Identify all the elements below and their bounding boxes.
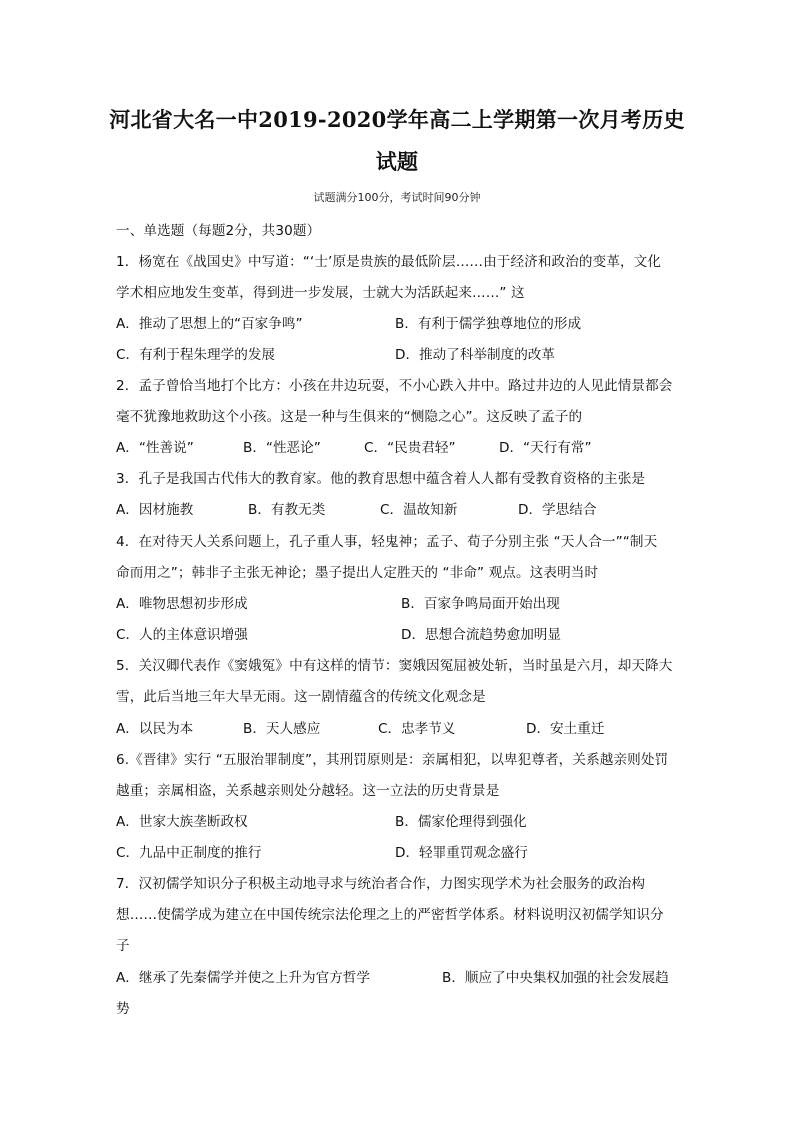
question-7-stem-line2: 想……使儒学成为建立在中国传统宗法伦理之上的严密哲学体系。材料说明汉初儒学知识分 — [116, 907, 664, 923]
question-2-stem-line2: 毫不犹豫地救助这个小孩。这是一种与生俱来的“恻隐之心”。这反映了孟子的 — [116, 409, 583, 425]
question-7-options-row1 — [116, 966, 682, 988]
question-2-option-a[interactable]: A．“性善说” — [116, 440, 194, 456]
question-2-options-row — [116, 436, 682, 458]
question-4-option-a[interactable]: A．唯物思想初步形成 — [116, 596, 248, 612]
question-6-option-c[interactable]: C．九品中正制度的推行 — [116, 845, 262, 861]
question-2-stem-line1: 2．孟子曾恰当地打个比方：小孩在井边玩耍，不小心跌入井中。路过井边的人见此情景都会 — [116, 378, 673, 394]
question-1-option-d[interactable]: D．推动了科举制度的改革 — [395, 347, 555, 363]
question-4-option-c[interactable]: C．人的主体意识增强 — [116, 627, 248, 643]
question-1-stem-line2: 学术相应地发生变革，得到进一步发展，士就大为活跃起来……” 这 — [116, 285, 525, 301]
exam-title-line2: 试题 — [375, 149, 419, 174]
question-1-options-row1 — [116, 312, 682, 334]
section-heading: 一、单选题（每题2分，共30题） — [116, 223, 321, 239]
question-5-options-row — [116, 717, 682, 739]
question-5-option-a[interactable]: A．以民为本 — [116, 721, 194, 737]
question-6-option-d[interactable]: D．轻罪重罚观念盛行 — [395, 845, 528, 861]
question-2-option-c[interactable]: C．“民贵君轻” — [364, 440, 456, 456]
question-4-option-b[interactable]: B．百家争鸣局面开始出现 — [401, 596, 560, 612]
question-3-stem-line1: 3．孔子是我国古代伟大的教育家。他的教育思想中蕴含着人人都有受教育资格的主张是 — [116, 471, 646, 487]
question-4-options-row2 — [116, 623, 682, 645]
question-5-option-d[interactable]: D．安土重迁 — [526, 721, 605, 737]
exam-subtitle: 试题满分100分，考试时间90分钟 — [313, 191, 481, 204]
question-6-option-a[interactable]: A．世家大族垄断政权 — [116, 814, 248, 830]
question-6-stem-line2: 越重；亲属相盗，关系越亲则处分越轻。这一立法的历史背景是 — [116, 783, 500, 799]
question-1-option-b[interactable]: B．有利于儒学独尊地位的形成 — [395, 316, 582, 332]
question-3-option-a[interactable]: A．因材施教 — [116, 502, 194, 518]
exam-title-line1: 河北省大名一中2019-2020学年高二上学期第一次月考历史 — [109, 107, 685, 132]
question-7-stem-line3: 子 — [116, 938, 130, 954]
question-3-options-row — [116, 498, 682, 520]
question-1-option-a[interactable]: A．推动了思想上的“百家争鸣” — [116, 316, 303, 332]
question-1-stem-line1: 1．杨宽在《战国史》中写道：“‘士’原是贵族的最低阶层……由于经济和政治的变革，文化 — [116, 254, 662, 270]
question-5-option-c[interactable]: C．忠孝节义 — [378, 721, 456, 737]
question-6-options-row2 — [116, 841, 682, 863]
question-2-option-b[interactable]: B．“性恶论” — [243, 440, 321, 456]
question-3-option-d[interactable]: D．学思结合 — [518, 502, 597, 518]
question-5-option-b[interactable]: B．天人感应 — [243, 721, 321, 737]
question-5-stem-line1: 5．关汉卿代表作《窦娥冤》中有这样的情节：窦娥因冤屈被处斩，当时虽是六月，却天降大 — [116, 658, 673, 674]
question-7-stem-line1: 7．汉初儒学知识分子积极主动地寻求与统治者合作，力图实现学术为社会服务的政治构 — [116, 876, 646, 892]
question-6-options-row1 — [116, 810, 682, 832]
question-6-option-b[interactable]: B．儒家伦理得到强化 — [395, 814, 527, 830]
question-1-options-row2 — [116, 343, 682, 365]
question-5-stem-line2: 雪，此后当地三年大旱无雨。这一剧情蕴含的传统文化观念是 — [116, 689, 486, 705]
question-7-option-b-wrap: 势 — [116, 1001, 130, 1017]
question-4-stem-line1: 4．在对待天人关系问题上，孔子重人事，轻鬼神；孟子、荀子分别主张 “天人合一”“制天 — [116, 534, 658, 550]
question-7-option-b[interactable]: B．顺应了中央集权加强的社会发展趋 — [442, 970, 669, 986]
question-7-option-a[interactable]: A．继承了先秦儒学并使之上升为官方哲学 — [116, 970, 370, 986]
question-3-option-b[interactable]: B．有教无类 — [248, 502, 326, 518]
question-4-options-row1 — [116, 592, 682, 614]
question-2-option-d[interactable]: D．“天行有常” — [499, 440, 592, 456]
question-3-option-c[interactable]: C．温故知新 — [380, 502, 458, 518]
question-1-option-c[interactable]: C．有利于程朱理学的发展 — [116, 347, 276, 363]
question-6-stem-line1: 6.《晋律》实行 “五服治罪制度”，其刑罚原则是：亲属相犯，以卑犯尊者，关系越亲则处罚 — [116, 752, 669, 768]
question-4-option-d[interactable]: D．思想合流趋势愈加明显 — [401, 627, 561, 643]
question-4-stem-line2: 命而用之”；韩非子主张无神论；墨子提出人定胜天的 “非命” 观点。这表明当时 — [116, 565, 599, 581]
